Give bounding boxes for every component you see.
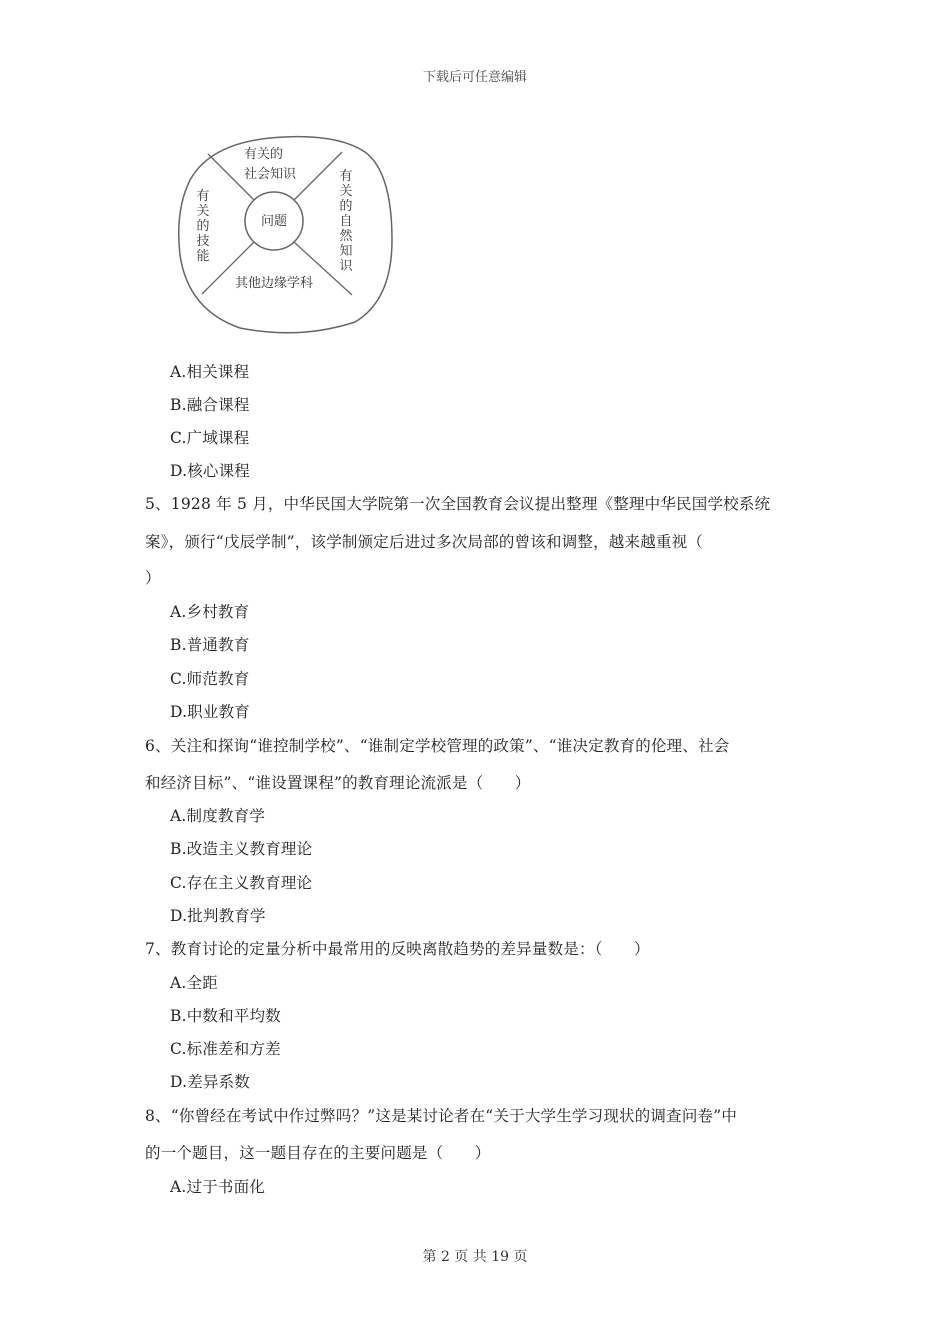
- divider-top-right: [294, 152, 342, 200]
- vertical-char: 关: [339, 184, 353, 199]
- answer-option: A.制度教育学: [170, 807, 266, 825]
- page-footer: 第 2 页 共 19 页: [422, 1249, 528, 1265]
- question-text: 5、1928 年 5 月，中华民国大学院第一次全国教育会议提出整理《整理中华民国学校系统: [145, 495, 771, 513]
- vertical-char: 知: [339, 244, 353, 259]
- question-text: 的一个题目，这一题目存在的主要问题是（ ）: [145, 1144, 491, 1162]
- answer-option: B.融合课程: [170, 396, 250, 414]
- answer-option: C.广域课程: [170, 429, 250, 447]
- answer-option: B.改造主义教育理论: [170, 840, 313, 858]
- answer-option: D.批判教育学: [170, 907, 266, 925]
- curriculum-diagram: [170, 130, 400, 340]
- question-text: 8、“你曾经在考试中作过弊吗？”这是某讨论者在“关于大学生学习现状的调查问卷”中: [145, 1107, 738, 1125]
- answer-option: A.全距: [170, 974, 218, 992]
- question-text: 6、关注和探询“谁控制学校”、“谁制定学校管理的政策”、“谁决定教育的伦理、社会: [145, 737, 730, 755]
- vertical-char: 有: [339, 169, 353, 184]
- question-text: 7、教育讨论的定量分析中最常用的反映离散趋势的差异量数是：（ ）: [145, 940, 650, 958]
- answer-option: B.中数和平均数: [170, 1007, 281, 1025]
- vertical-char: 然: [339, 229, 353, 244]
- bottom-label: 其他边缘学科: [234, 276, 314, 291]
- top-label-line1: 有关的: [244, 147, 284, 162]
- answer-option: C.标准差和方差: [170, 1040, 281, 1058]
- answer-option: A.乡村教育: [170, 603, 250, 621]
- vertical-char: 关: [196, 204, 210, 219]
- answer-option: D.职业教育: [170, 703, 251, 721]
- vertical-char: 能: [196, 249, 210, 264]
- question-text: ）: [145, 569, 161, 587]
- answer-option: D.核心课程: [170, 462, 251, 480]
- answer-option: D.差异系数: [170, 1073, 251, 1091]
- vertical-char: 自: [339, 214, 353, 229]
- question-text: 案》，颁行“戊辰学制”，该学制颁定后进过多次局部的曾该和调整，越来越重视（: [145, 533, 704, 551]
- answer-option: A.相关课程: [170, 363, 250, 381]
- answer-option: C.师范教育: [170, 670, 250, 688]
- vertical-char: 的: [196, 219, 210, 234]
- question-text: 和经济目标”、“谁设置课程”的教育理论流派是（ ）: [145, 774, 531, 792]
- vertical-char: 识: [339, 259, 353, 274]
- answer-option: B.普通教育: [170, 636, 250, 654]
- page-header: 下载后可任意编辑: [422, 70, 527, 85]
- answer-option: A.过于书面化: [170, 1178, 266, 1196]
- center-label: 问题: [260, 214, 288, 229]
- top-label-line2: 社会知识: [244, 167, 297, 182]
- vertical-char: 有: [196, 189, 210, 204]
- right-label: [339, 169, 353, 274]
- vertical-char: 的: [339, 199, 353, 214]
- vertical-char: 技: [196, 234, 210, 249]
- answer-option: C.存在主义教育理论: [170, 874, 313, 892]
- left-label: [196, 189, 209, 264]
